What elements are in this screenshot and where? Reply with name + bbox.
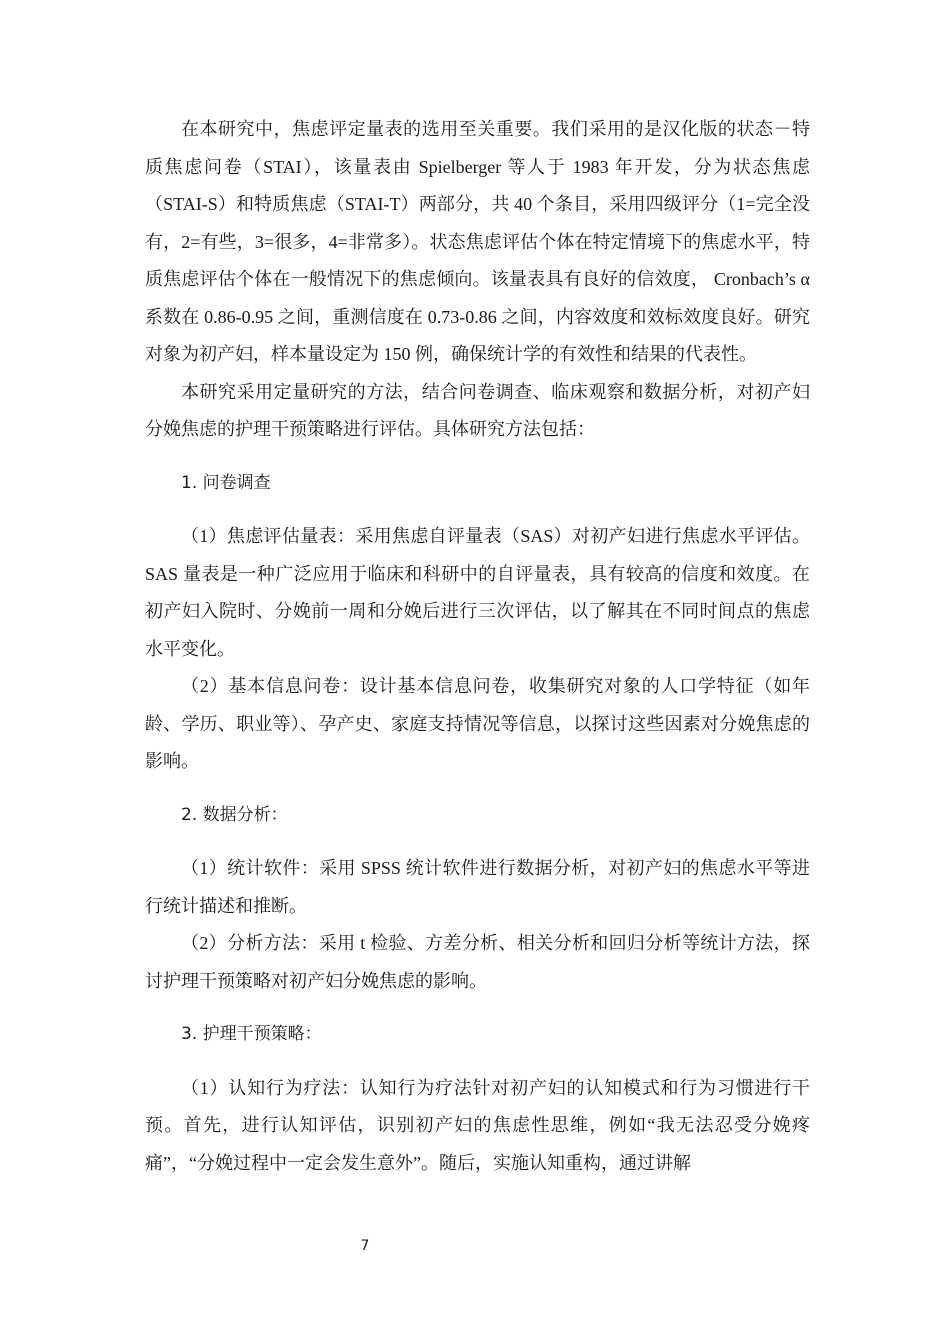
paragraph-stai-scale: 在本研究中，焦虑评定量表的选用至关重要。我们采用的是汉化版的状态－特质焦虑问卷（STAI），该量表由 Spielberger 等人于 1983 年开发，分为状态焦虑（STAI-S）和特质焦虑（STAI-T）两部分，共 40 个条目，采用四级评分（1=完全没有，2=有些，3=很多，4=非常多）。状态焦虑评估个体在特定情境下的焦虑水平，特质焦虑评估个体在一般情况下的焦虑倾向。该量表具有良好的信效度， Cronbach’s α 系数在 0.86-0.95 之间，重测信度在 0.73-0.86 之间，内容效度和效标效度良好。研究对象为初产妇，样本量设定为 150 例，确保统计学的有效性和结果的代表性。: [145, 119, 810, 364]
heading-nursing-intervention: 3. 护理干预策略：: [181, 1024, 322, 1044]
paragraph-basic-info: （2）基本信息问卷：设计基本信息问卷，收集研究对象的人口学特征（如年龄、学历、职业等）、孕产史、家庭支持情况等信息，以探讨这些因素对分娩焦虑的影响。: [145, 676, 810, 771]
paragraph-research-method: 本研究采用定量研究的方法，结合问卷调查、临床观察和数据分析，对初产妇分娩焦虑的护理干预策略进行评估。具体研究方法包括：: [145, 381, 810, 439]
page-number: 7: [360, 1238, 370, 1254]
paragraph-sas-scale: （1）焦虑评估量表：采用焦虑自评量表（SAS）对初产妇进行焦虑水平评估。SAS 量表是一种广泛应用于临床和科研中的自评量表，具有较高的信度和效度。在初产妇入院时、分娩前一周和分娩后进行三次评估，以了解其在不同时间点的焦虑水平变化。: [145, 526, 810, 659]
heading-questionnaire: 1. 问卷调查: [181, 472, 271, 493]
paragraph-statistics-software: （1）统计软件：采用 SPSS 统计软件进行数据分析，对初产妇的焦虑水平等进行统计描述和推断。: [145, 858, 810, 916]
paragraph-analysis-methods: （2）分析方法：采用 t 检验、方差分析、相关分析和回归分析等统计方法，探讨护理干预策略对初产妇分娩焦虑的影响。: [145, 933, 810, 991]
heading-data-analysis: 2. 数据分析：: [181, 804, 288, 825]
page-body: [145, 111, 810, 1182]
paragraph-cbt: （1）认知行为疗法：认知行为疗法针对初产妇的认知模式和行为习惯进行干预。首先，进行认知评估，识别初产妇的焦虑性思维，例如“我无法忍受分娩疼痛”，“分娩过程中一定会发生意外”。随后，实施认知重构，通过讲解: [145, 1077, 810, 1173]
